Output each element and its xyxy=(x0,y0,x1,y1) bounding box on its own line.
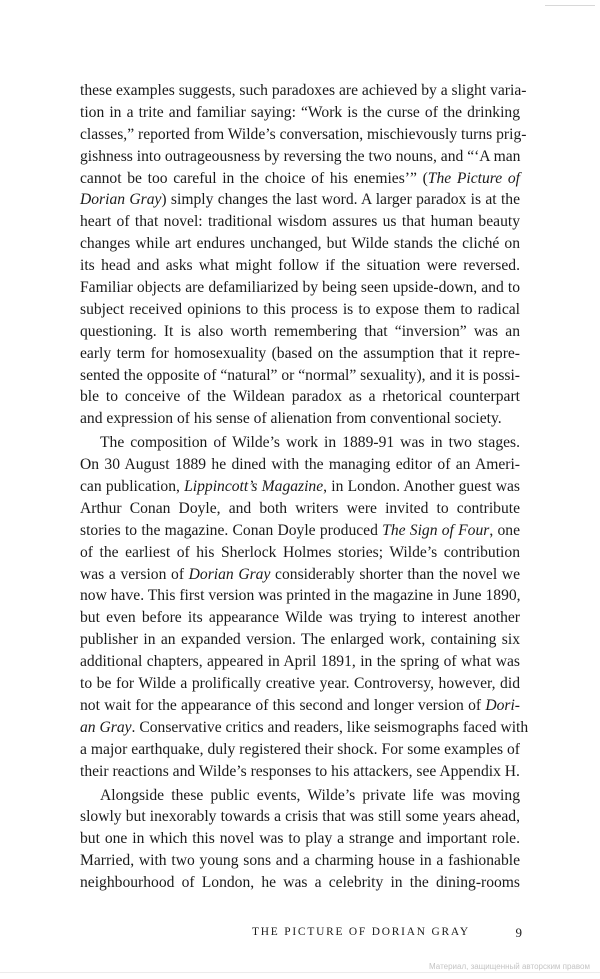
italic-run: Lippincott’s Magazine xyxy=(184,478,324,496)
text-run: of the earliest of his Sherlock Holmes stories; Wilde’s contribution xyxy=(80,543,520,561)
text-line xyxy=(80,408,520,430)
italic-run: The Picture of xyxy=(427,169,520,187)
text-run: their reactions and Wilde’s responses to his attackers, see Appendix H. xyxy=(80,762,520,780)
italic-run: Dorian Gray xyxy=(188,565,271,583)
text-line xyxy=(80,542,520,564)
text-line xyxy=(80,520,520,542)
italic-run: Dorian Gray xyxy=(80,191,162,209)
text-line xyxy=(80,454,520,476)
text-line xyxy=(80,386,520,408)
text-line xyxy=(80,277,520,299)
text-run: sented the opposite of “natural” or “normal” sexuality), and it is possi- xyxy=(80,366,520,384)
text-run: stories to the magazine. Conan Doyle produced xyxy=(80,521,383,539)
bottom-rule xyxy=(0,972,600,973)
text-run: neighbourhood of London, he was a celebrity in the dining-rooms xyxy=(80,874,520,892)
text-run: to be for Wilde a prolifically creative year. Controversy, however, did xyxy=(80,675,520,693)
text-line xyxy=(80,321,520,343)
text-run: Alongside these public events, Wilde’s private life was moving xyxy=(100,786,520,804)
text-run: Arthur Conan Doyle, and both writers were invited to contribute xyxy=(80,499,520,517)
paragraph xyxy=(80,785,520,894)
text-line xyxy=(80,629,520,651)
text-run: now have. This first version was printed in the magazine in June 1890, xyxy=(80,587,521,605)
text-line xyxy=(80,761,520,783)
text-run: classes,” reported from Wilde’s conversation, mischievously turns prig- xyxy=(80,125,527,143)
body-text xyxy=(80,80,529,894)
text-line xyxy=(80,717,529,739)
text-line xyxy=(80,124,527,146)
text-run: cannot be too careful in the choice of his enemies’” ( xyxy=(80,169,428,187)
text-line xyxy=(80,189,520,211)
text-line xyxy=(80,211,520,233)
text-run: was a version of xyxy=(80,565,189,583)
text-line xyxy=(80,80,527,102)
text-run: its head and asks what might follow if the situation were reversed. xyxy=(80,257,520,275)
text-run: considerably shorter than the novel we xyxy=(270,565,520,583)
text-line xyxy=(80,564,520,586)
text-run: ) simply changes the last word. A larger paradox is at the xyxy=(161,191,520,209)
text-line xyxy=(80,102,520,124)
text-run: , in London. Another guest was xyxy=(323,478,520,496)
text-line xyxy=(80,432,520,454)
italic-run: Dori- xyxy=(485,696,520,714)
text-run: questioning. It is also worth remembering that “inversion” was an xyxy=(80,322,520,340)
text-run: not wait for the appearance of this second and longer version of xyxy=(80,696,486,714)
text-line xyxy=(80,365,520,387)
text-run: these examples suggests, such paradoxes are achieved by a slight varia- xyxy=(80,82,527,99)
text-run: and expression of his sense of alienation from conventional society. xyxy=(80,410,502,428)
text-run: . Conservative critics and readers, like seismographs faced with xyxy=(131,718,529,736)
text-line xyxy=(80,872,520,894)
text-run: , one xyxy=(489,521,520,539)
running-title: THE PICTURE OF DORIAN GRAY xyxy=(252,926,470,938)
text-line xyxy=(80,785,520,807)
text-run: subject received opinions to this process is to expose them to radical xyxy=(80,300,520,318)
italic-run: The Sign of Four xyxy=(382,521,490,539)
text-line xyxy=(80,585,520,607)
page-number: 9 xyxy=(515,925,522,940)
text-line xyxy=(80,498,520,520)
text-run: but even before its appearance Wilde was trying to interest another xyxy=(80,609,520,627)
text-run: tion in a trite and familiar saying: “Work is the curse of the drinking xyxy=(80,103,520,121)
text-line xyxy=(80,233,520,255)
text-run: slowly but inexorably towards a crisis that was still some years ahead, xyxy=(80,808,520,826)
text-run: but one in which this novel was to play a strange and important role. xyxy=(80,830,520,848)
text-run: can publication, xyxy=(80,478,185,496)
running-footer xyxy=(252,926,522,938)
text-line xyxy=(80,673,520,695)
text-run: On 30 August 1889 he dined with the managing editor of an Ameri- xyxy=(80,456,520,474)
text-line xyxy=(80,343,520,365)
text-run: heart of that novel: traditional wisdom assures us that human beauty xyxy=(80,213,520,231)
text-line xyxy=(80,299,520,321)
text-run: additional chapters, appeared in April 1891, in the spring of what was xyxy=(80,653,520,671)
paragraph xyxy=(80,80,527,430)
paragraph xyxy=(80,432,529,782)
text-line xyxy=(80,850,520,872)
text-line xyxy=(80,739,520,761)
text-run: gishness into outrageousness by reversing the two nouns, and “‘A man xyxy=(80,147,521,165)
text-line xyxy=(80,168,520,190)
text-run: ble to conceive of the Wildean paradox as a rhetorical counterpart xyxy=(80,388,520,406)
text-line xyxy=(80,476,520,498)
text-line xyxy=(80,607,520,629)
text-run: publisher in an expanded version. The enlarged work, containing six xyxy=(80,631,520,649)
text-line xyxy=(80,828,520,850)
copyright-watermark: Материал, защищенный авторским правом xyxy=(429,962,590,971)
text-run: early term for homosexuality (based on the assumption that it repre- xyxy=(80,344,520,362)
text-run: Familiar objects are defamiliarized by being seen upside-down, and to xyxy=(80,279,520,297)
text-run: The composition of Wilde’s work in 1889-91 was in two stages. xyxy=(100,434,520,452)
text-line xyxy=(80,651,520,673)
top-rule xyxy=(545,5,595,6)
text-line xyxy=(80,695,520,717)
text-line xyxy=(80,806,520,828)
italic-run: an Gray xyxy=(80,718,132,736)
text-run: a major earthquake, duly registered their shock. For some examples of xyxy=(80,740,520,758)
text-run: Married, with two young sons and a charming house in a fashionable xyxy=(80,852,520,870)
text-run: changes while art endures unchanged, but Wilde stands the cliché on xyxy=(80,235,520,253)
text-line xyxy=(80,255,520,277)
text-line xyxy=(80,146,520,168)
